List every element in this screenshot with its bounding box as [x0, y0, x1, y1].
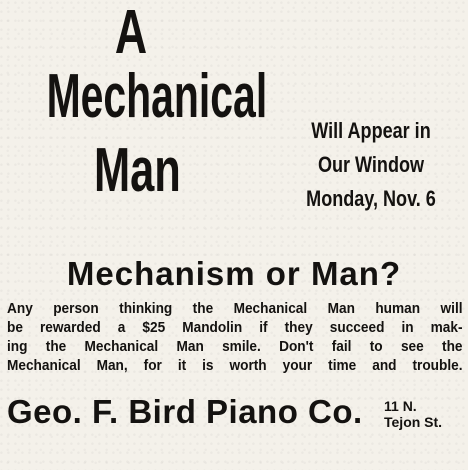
headline-word-mechanical: Mechanical	[46, 62, 268, 131]
body-line-2: be rewarded a $25 Mandolin if they succeed in mak-	[7, 320, 463, 336]
body-copy	[7, 300, 463, 376]
advertiser-address	[384, 398, 442, 430]
announcement-line-2: Our Window	[317, 152, 425, 177]
subheadline: Mechanism or Man?	[66, 255, 402, 292]
announcement-line-3: Monday, Nov. 6	[306, 186, 436, 211]
body-line-1: Any person thinking the Mechanical Man human will	[7, 301, 463, 317]
headline-word-man: Man	[93, 136, 181, 205]
body-line-3: ing the Mechanical Man smile. Don't fail to see the	[7, 339, 463, 355]
address-line-2: Tejon St.	[384, 414, 443, 430]
headline-word-a: A	[114, 0, 148, 67]
announcement-line-1: Will Appear in	[311, 118, 431, 143]
address-line-1: 11 N.	[384, 398, 417, 414]
announcement-block	[278, 114, 464, 216]
advertiser-name: Geo. F. Bird Piano Co.	[7, 393, 363, 430]
body-line-4: Mechanical Man, for it is worth your time and trouble.	[7, 358, 463, 374]
